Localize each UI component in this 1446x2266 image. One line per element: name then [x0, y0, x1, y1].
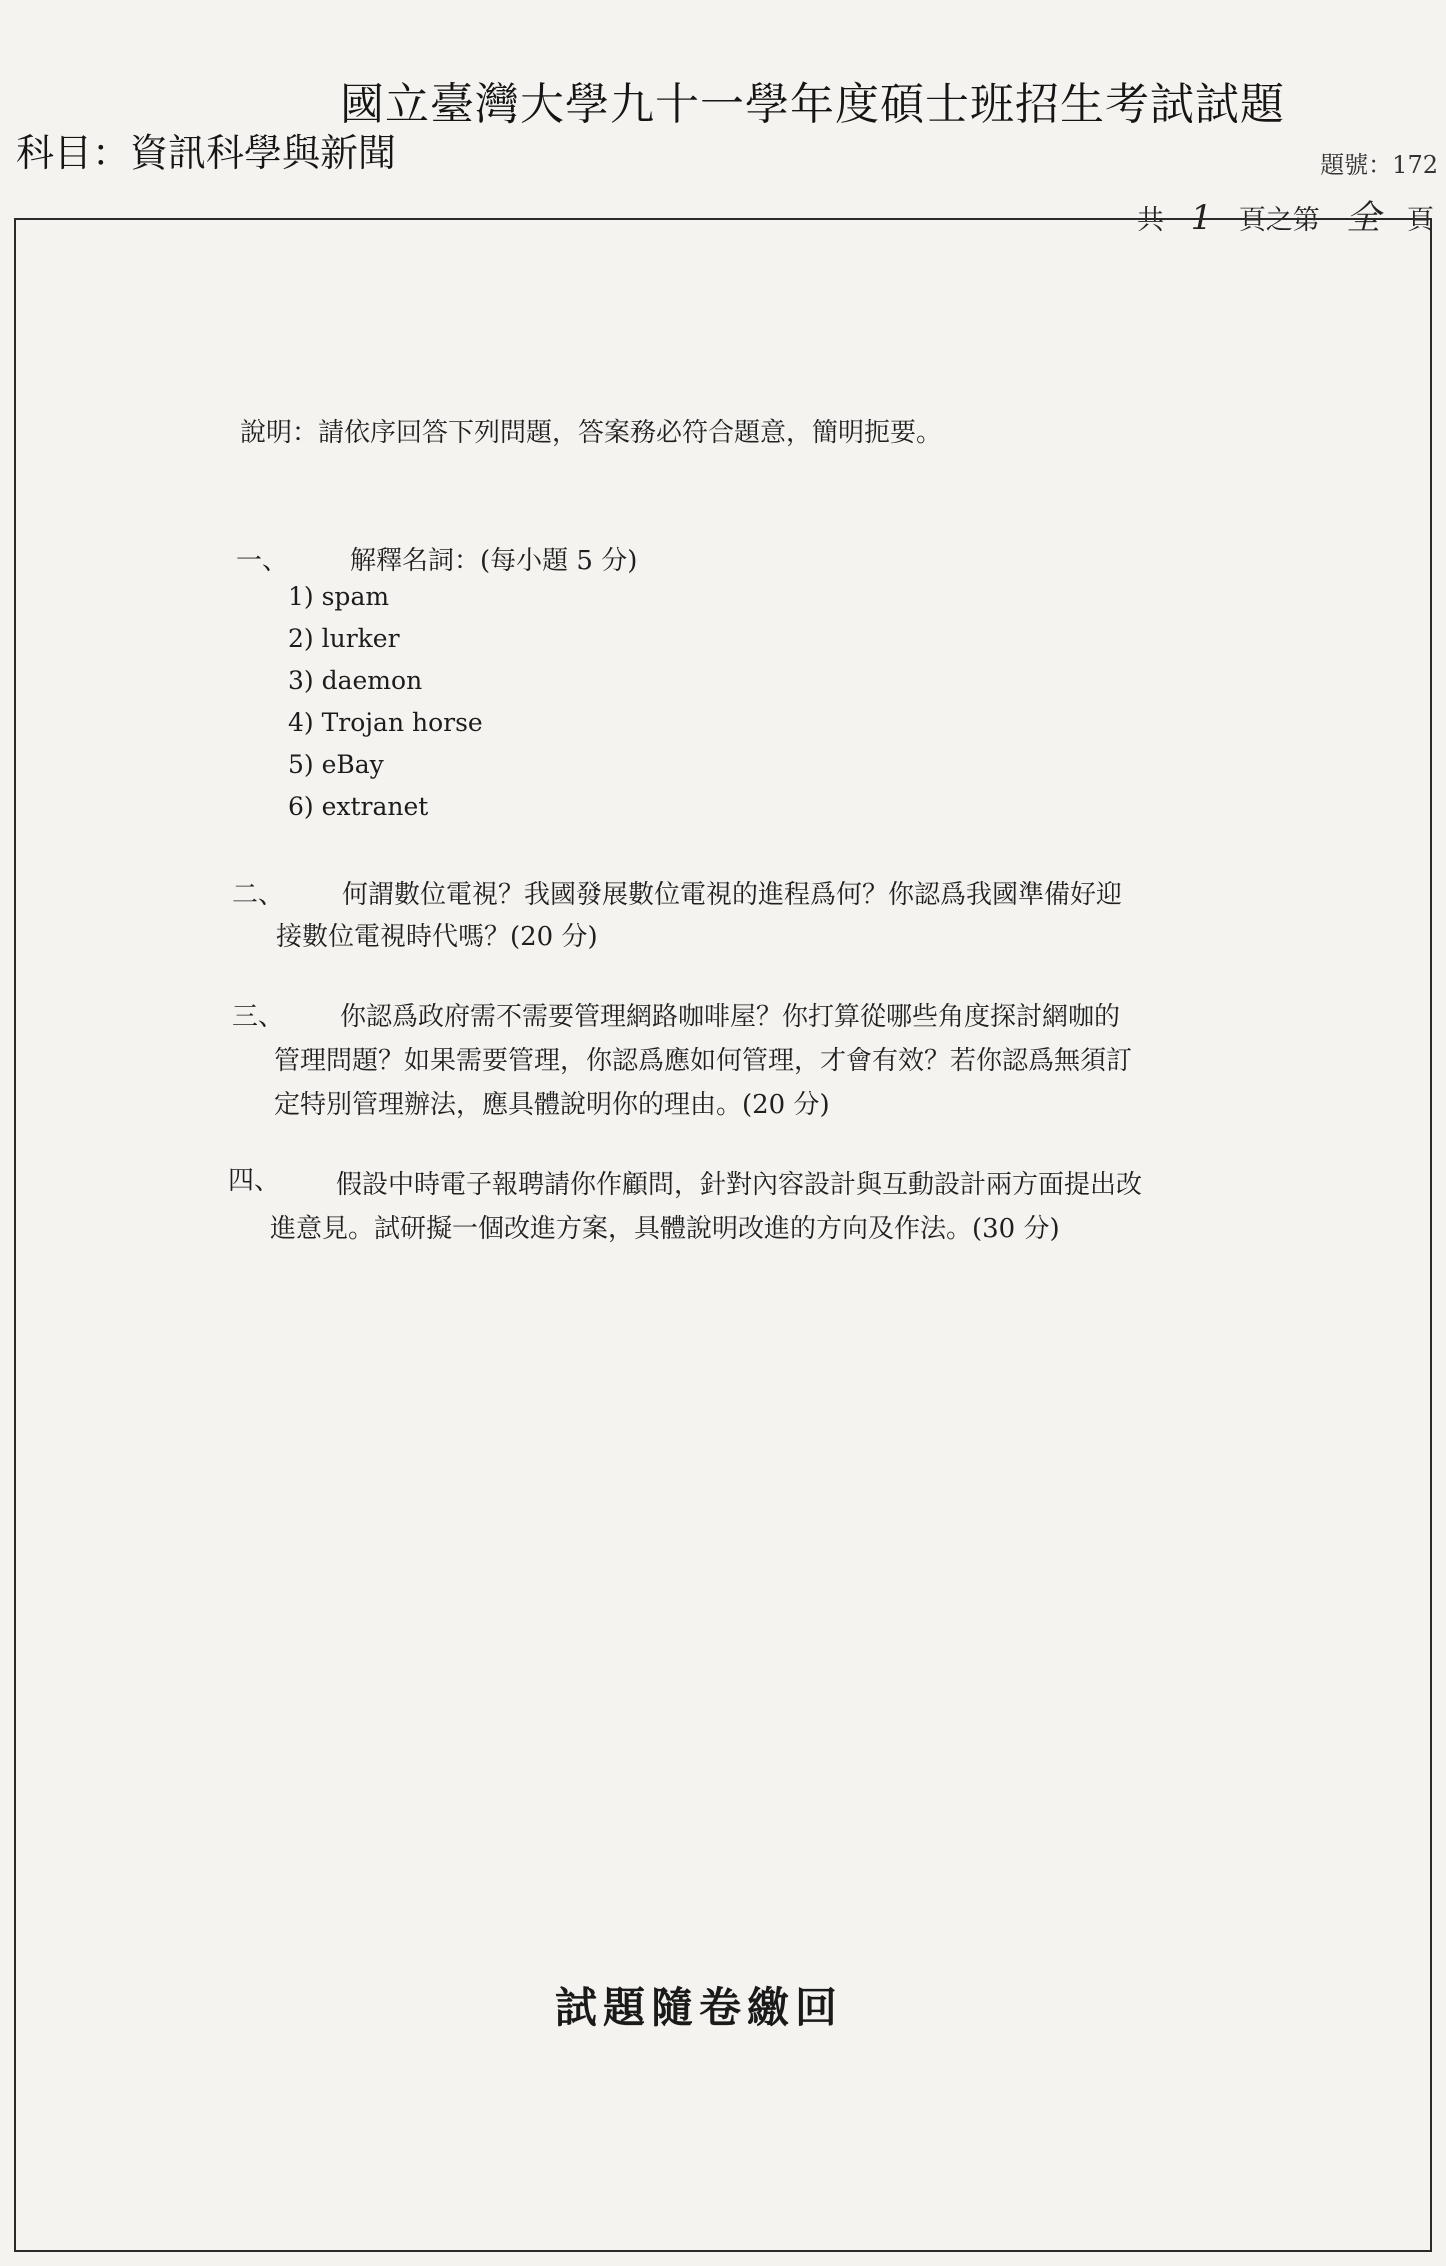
return-notice-stamp: 試題隨卷繳回: [555, 1983, 844, 2032]
list-item: 5) eBay: [288, 750, 384, 779]
list-item: 1) spam: [288, 582, 390, 611]
question-1-text: 解釋名詞：(每小題 5 分): [350, 546, 638, 576]
pages-current: 全: [1346, 198, 1381, 238]
question-4-line1: 假設中時電子報聘請你作顧問，針對內容設計與互動設計兩方面提出改: [336, 1170, 1143, 1200]
question-2-number: 二、: [232, 880, 285, 910]
subject-label: 科目：資訊科學與新聞: [16, 131, 397, 175]
question-number: 題號：172: [1320, 151, 1438, 179]
question-3-line3: 定特別管理辦法，應具體說明你的理由。(20 分): [274, 1090, 830, 1120]
question-2-line1: 何謂數位電視？我國發展數位電視的進程爲何？你認爲我國準備好迎: [342, 880, 1123, 910]
question-1-number: 一、: [236, 546, 289, 576]
question-4-line2: 進意見。試研擬一個改進方案，具體說明改進的方向及作法。(30 分): [270, 1214, 1060, 1244]
question-3-line2: 管理問題？如果需要管理，你認爲應如何管理，才會有效？若你認爲無須訂: [274, 1046, 1133, 1076]
list-item: 4) Trojan horse: [288, 708, 483, 737]
pages-suffix: 頁: [1407, 205, 1434, 236]
question-3-number: 三、: [232, 1002, 285, 1032]
pages-total: 1: [1190, 198, 1213, 238]
instructions: 說明：請依序回答下列問題，答案務必符合題意，簡明扼要。: [240, 418, 943, 448]
pages-middle: 頁之第: [1238, 205, 1320, 236]
exam-title: 國立臺灣大學九十一學年度碩士班招生考試試題: [340, 79, 1285, 130]
question-4-number: 四、: [228, 1166, 281, 1196]
question-3-line1: 你認爲政府需不需要管理網路咖啡屋？你打算從哪些角度探討網咖的: [340, 1002, 1121, 1032]
list-item: 6) extranet: [288, 792, 429, 821]
list-item: 2) lurker: [288, 624, 400, 653]
question-2-line2: 接數位電視時代嗎？(20 分): [276, 922, 598, 952]
pages-prefix: 共: [1136, 205, 1164, 236]
list-item: 3) daemon: [288, 666, 423, 695]
term-list: [288, 576, 483, 828]
